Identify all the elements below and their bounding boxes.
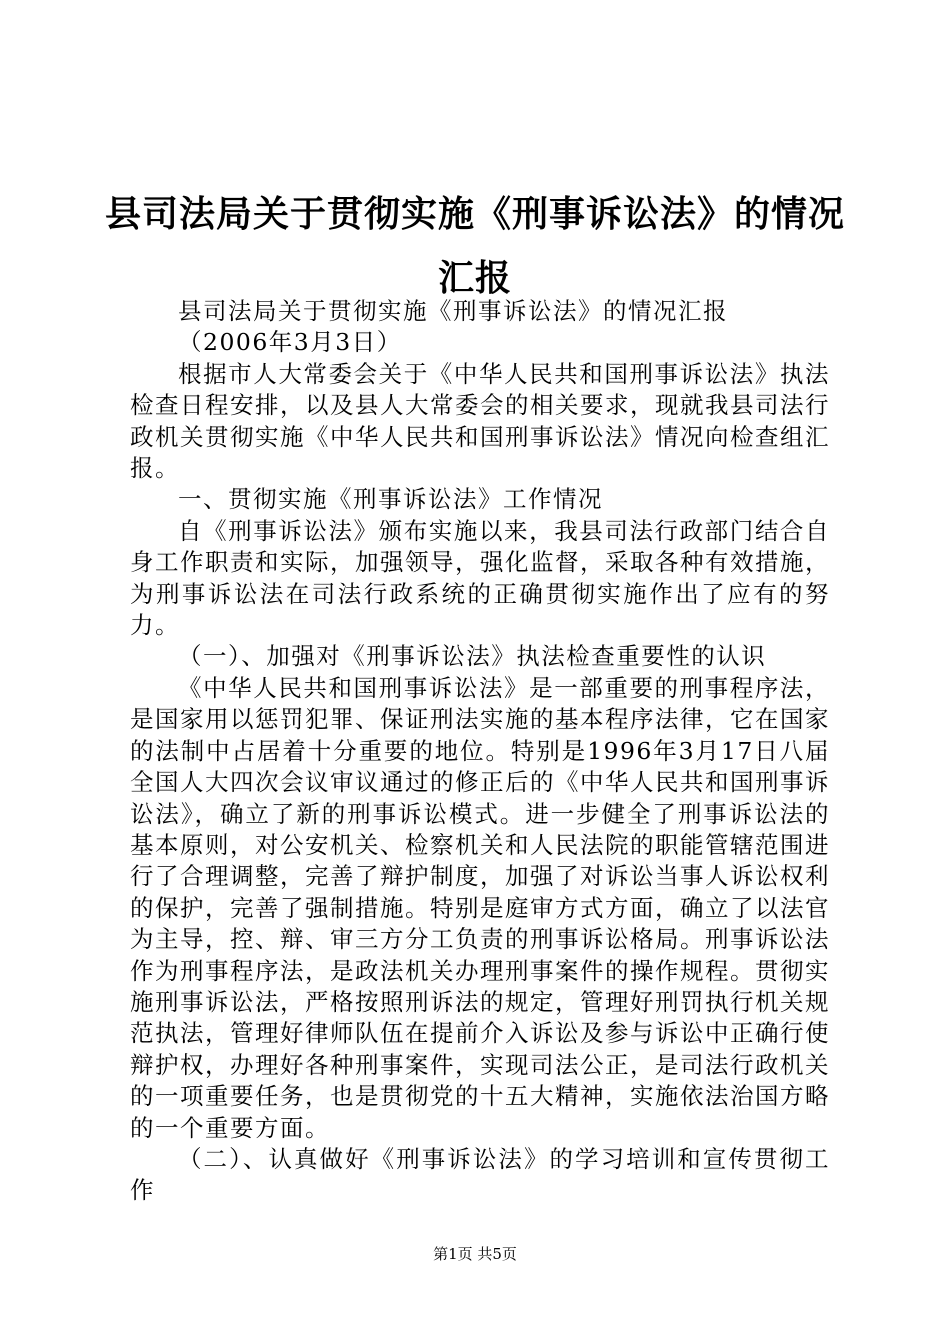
section-heading: 一、贯彻实施《刑事诉讼法》工作情况	[178, 485, 603, 514]
document-title: 县司法局关于贯彻实施《刑事诉讼法》的情况汇报	[104, 193, 845, 299]
body-paragraph: 自《刑事诉讼法》颁布实施以来，我县司法行政部门结合自身工作职责和实际，加强领导，强化监督，采取各种有效措施，为刑事诉讼法在司法行政系统的正确贯彻实施作出了应有的努力。	[130, 516, 830, 640]
page-footer: 第1页 共5页	[433, 1245, 517, 1263]
body-paragraph: 《中华人民共和国刑事诉讼法》是一部重要的刑事程序法，是国家用以惩罚犯罪、保证刑法实施的基本程序法律，它在国家的法制中占居着十分重要的地位。特别是1996年3月17日八届全国人大四次会议审议通过的修正后的《中华人民共和国刑事诉讼法》，确立了新的刑事诉讼模式。进一步健全了刑事诉讼法的基本原则，对公安机关、检察机关和人民法院的职能管辖范围进行了合理调整，完善了辩护制度，加强了对诉讼当事人诉讼权利的保护，完善了强制措施。特别是庭审方式方面，确立了以法官为主导，控、辩、审三方分工负责的刑事诉讼格局。刑事诉讼法作为刑事程序法，是政法机关办理刑事案件的操作规程。贯彻实施刑事诉讼法，严格按照刑诉法的规定，管理好刑罚执行机关规范执法，管理好律师队伍在提前介入诉讼及参与诉讼中正确行使辩护权，办理好各种刑事案件，实现司法公正，是司法行政机关的一项重要任务，也是贯彻党的十五大精神，实施依法治国方略的一个重要方面。	[130, 673, 830, 1142]
subsection-heading: （二）、认真做好《刑事诉讼法》的学习培训和宣传贯彻工作	[130, 1144, 830, 1205]
date-paragraph: （2006年3月3日）	[178, 328, 402, 357]
subsection-heading: （一）、加强对《刑事诉讼法》执法检查重要性的认识	[178, 642, 767, 671]
subtitle-paragraph: 县司法局关于贯彻实施《刑事诉讼法》的情况汇报	[178, 297, 728, 325]
document-body	[130, 296, 830, 1207]
body-paragraph: 根据市人大常委会关于《中华人民共和国刑事诉讼法》执法检查日程安排，以及县人大常委会的相关要求，现就我县司法行政机关贯彻实施《中华人民共和国刑事诉讼法》情况向检查组汇报。	[130, 359, 830, 483]
